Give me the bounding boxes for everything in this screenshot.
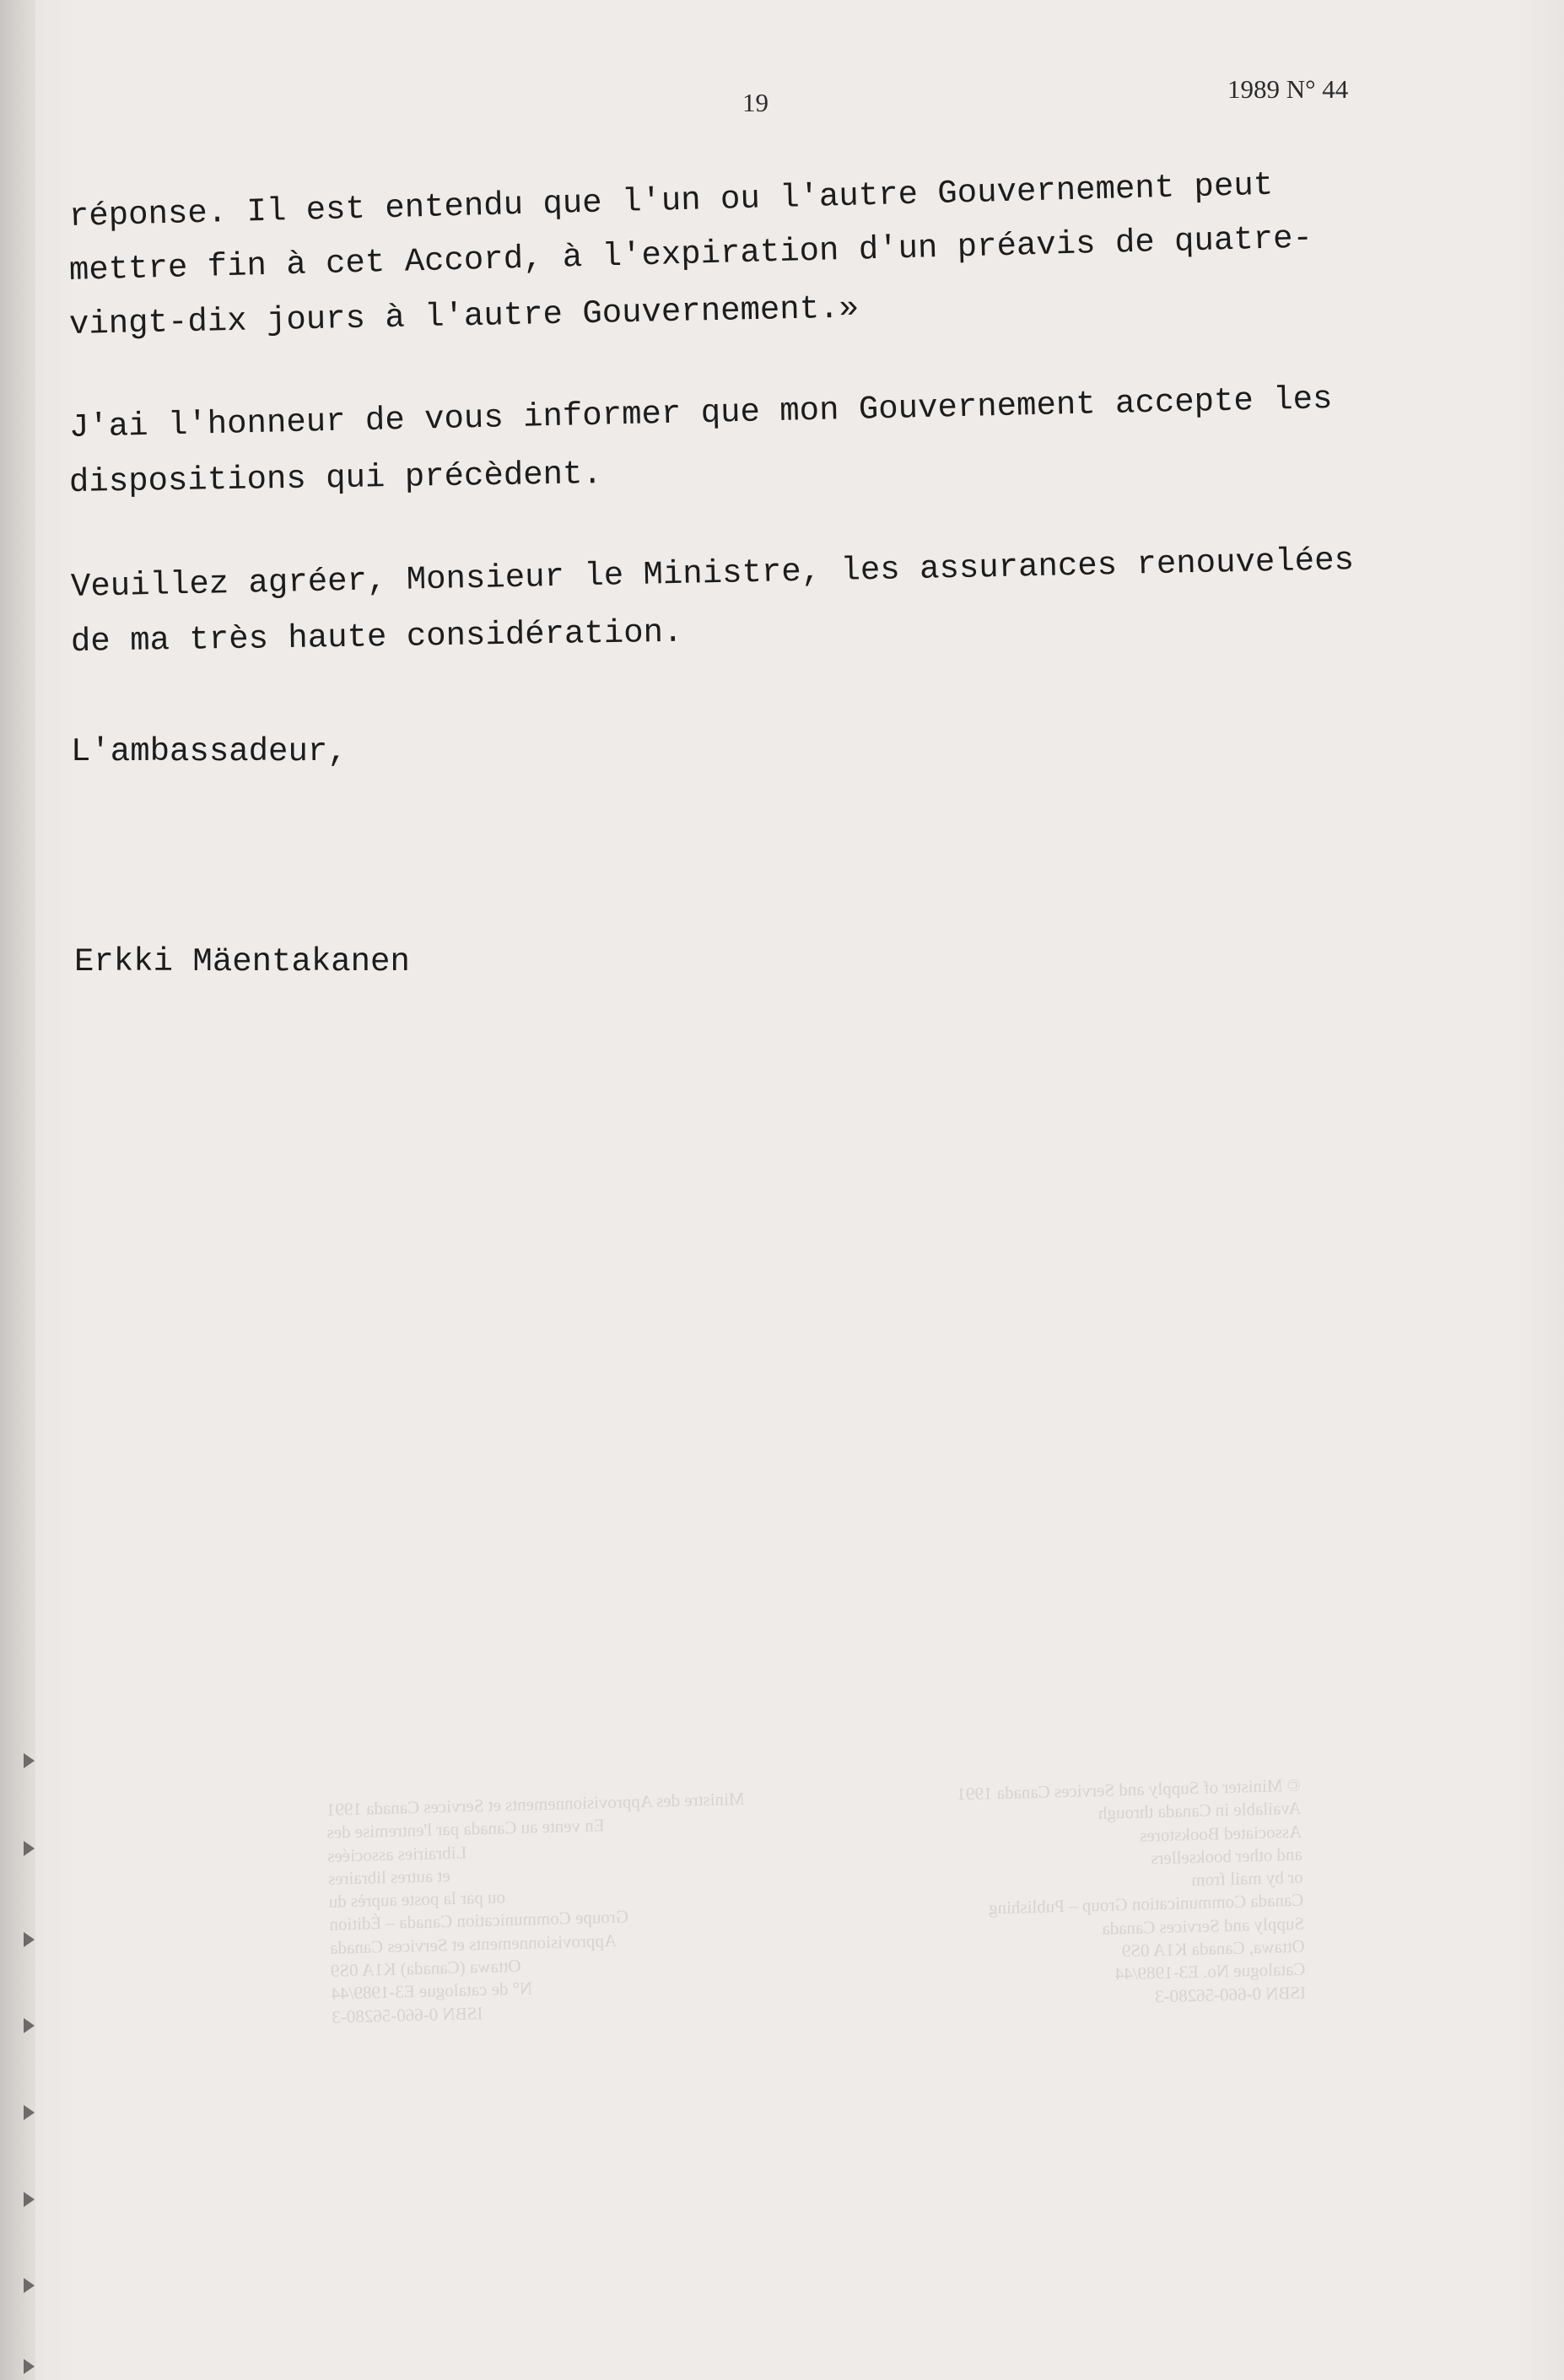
binding-hole bbox=[24, 1753, 35, 1768]
binding-hole bbox=[24, 1932, 35, 1947]
closing-line: Veuillez agréer, Monsieur le Ministre, les assurances renouvelées bbox=[70, 542, 1355, 606]
body-line: J'ai l'honneur de vous informer que mon Gouvernement accepte les bbox=[68, 380, 1333, 446]
body-line: mettre fin à cet Accord, à l'expiration d'un préavis de quatre- bbox=[68, 219, 1313, 289]
binding-hole bbox=[24, 2192, 35, 2207]
binding-hole bbox=[24, 2018, 35, 2033]
binding-hole bbox=[24, 1841, 35, 1856]
signatory-title: L'ambassadeur, bbox=[71, 733, 348, 770]
document-year-number: 1989 N° 44 bbox=[1227, 74, 1349, 104]
bleed-through-french: Ministre des Approvisionnements et Services Canada 1991 En vente au Canada par l'entremise des Librairies associées et autres libraires ou par la poste auprès du Groupe Communication Canada – Édition Approvisionnements et Services Canada Ottawa (Canada) K1A 0S9 N° de catalogue E3-1989/44 ISBN 0-660-56280-3 bbox=[326, 1788, 745, 2027]
body-line: dispositions qui précèdent. bbox=[68, 456, 603, 501]
closing-line: de ma très haute considération. bbox=[70, 613, 683, 661]
body-line: réponse. Il est entendu que l'un ou l'autre Gouvernement peut bbox=[68, 166, 1274, 235]
body-line: vingt-dix jours à l'autre Gouvernement.» bbox=[68, 289, 860, 343]
binding-hole bbox=[24, 2278, 35, 2293]
bleed-through-english: © Minister of Supply and Services Canada 1991 Available in Canada through Associated Bookstores and other booksellers or by mail from Canada Communication Group – Publishing Supply and Services Canada Ottawa, Canada K1A 0S9 Catalogue No. E3-1989/44 ISBN 0-660-56280-3 bbox=[957, 1774, 1307, 2006]
binding-hole bbox=[24, 2359, 35, 2374]
signatory-name: Erkki Mäentakanen bbox=[74, 943, 410, 980]
binding-hole bbox=[24, 2105, 35, 2120]
page-number: 19 bbox=[742, 88, 769, 117]
